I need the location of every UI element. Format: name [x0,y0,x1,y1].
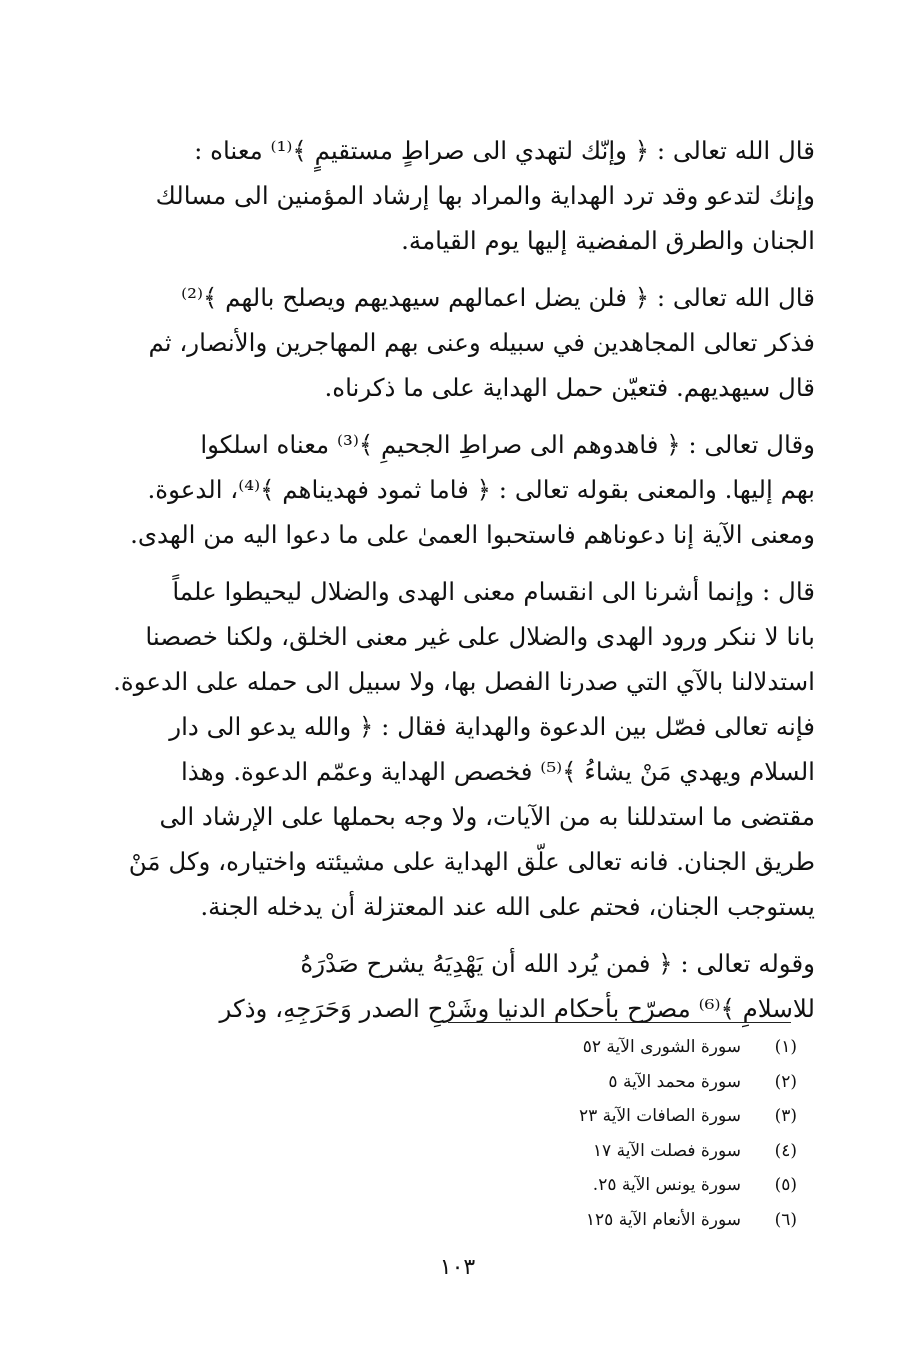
text-line: ومعنى الآية إنا دعوناهم فاستحبوا العمىٰ على ما دعوا اليه من الهدى. [130,520,815,549]
footnote-number: (٢) [774,1071,797,1092]
text-line: يستوجب الجنان، فحتم على الله عند المعتزلة أن يدخله الجنة. [200,892,815,921]
paragraph-1 [100,128,815,263]
text-line: وإنك لتدعو وقد ترد الهداية والمراد بها إرشاد المؤمنين الى مسالك [155,181,815,210]
text-line: قال الله تعالى : ﴿ وإنّك لتهدي الى صراطٍ مستقيمٍ ﴾⁽¹⁾ معناه : [194,136,815,165]
paragraph-4 [100,569,815,929]
footnote-6 [377,1203,797,1238]
text-line: الجنان والطرق المفضية إليها يوم القيامة. [401,226,815,255]
footnote-number: (٣) [774,1106,797,1126]
paragraph-5 [100,941,815,1031]
text-line: استدلالنا بالآي التي صدرنا الفصل بها، ولا سبيل الى حمله على الدعوة. [113,667,815,696]
text-line: قال سيهديهم. فتعيّن حمل الهداية على ما ذكرناه. [324,373,815,402]
footnote-text: سورة الصافات الآية ٢٣ [578,1106,741,1126]
paragraph-3 [100,422,815,557]
footnotes [377,1030,797,1237]
footnote-number: (١) [774,1037,797,1057]
text-line: بانا لا ننكر ورود الهدى والضلال على غير معنى الخلق، ولكنا خصصنا [145,622,815,651]
footnote-1 [377,1030,797,1065]
text-line: قال الله تعالى : ﴿ فلن يضل اعمالهم سيهديهم ويصلح بالهم ﴾⁽²⁾ [181,283,815,312]
footnote-number: (٥) [774,1175,797,1195]
text-line: بهم إليها. والمعنى بقوله تعالى : ﴿ فاما ثمود فهديناهم ﴾⁽⁴⁾، الدعوة. [147,475,815,504]
text-line: وقوله تعالى : ﴿ فمن يُرد الله أن يَهْدِيَهُ يشرح صَدْرَهُ [300,949,815,978]
footnote-number: (٤) [774,1140,797,1161]
text-line: طريق الجنان. فانه تعالى علّق الهداية على مشيئته واختياره، وكل مَنْ [128,847,815,876]
footnote-text: سورة محمد الآية ٥ [608,1071,741,1092]
text-line: فإنه تعالى فصّل بين الدعوة والهداية فقال : ﴿ والله يدعو الى دار [169,712,815,741]
footnote-text: سورة يونس الآية ٢٥. [592,1175,741,1195]
text-line: للاسلامِ ﴾⁽⁶⁾ مصرّح بأحكام الدنيا وشَرْحِ الصدر وَحَرَجِهِ، وذكر [219,994,815,1023]
footnote-number: (٦) [774,1209,797,1230]
page-number: ١٠٣ [439,1255,476,1280]
text-line: وقال تعالى : ﴿ فاهدوهم الى صراطِ الجحيمِ ﴾⁽³⁾ معناه اسلكوا [200,430,815,459]
footnote-divider [448,1022,791,1023]
text-line: السلام ويهدي مَنْ يشاءُ ﴾⁽⁵⁾ فخصص الهداية وعمّم الدعوة. وهذا [181,757,815,786]
footnote-text: سورة الأنعام الآية ١٢٥ [585,1209,741,1230]
footnote-2 [377,1065,797,1100]
paragraph-2 [100,275,815,410]
footnote-text: سورة الشورى الآية ٥٢ [582,1037,741,1057]
footnote-5 [377,1168,797,1203]
text-line: فذكر تعالى المجاهدين في سبيله وعنى بهم المهاجرين والأنصار، ثم [148,328,815,357]
text-line: قال : وإنما أشرنا الى انقسام معنى الهدى والضلال ليحيطوا علماً [172,577,815,606]
footnote-4 [377,1134,797,1169]
footnote-3 [377,1099,797,1134]
main-text [100,128,815,1043]
footnote-text: سورة فصلت الآية ١٧ [592,1140,741,1161]
text-line: مقتضى ما استدللنا به من الآيات، ولا وجه بحملها على الإرشاد الى [159,802,815,831]
